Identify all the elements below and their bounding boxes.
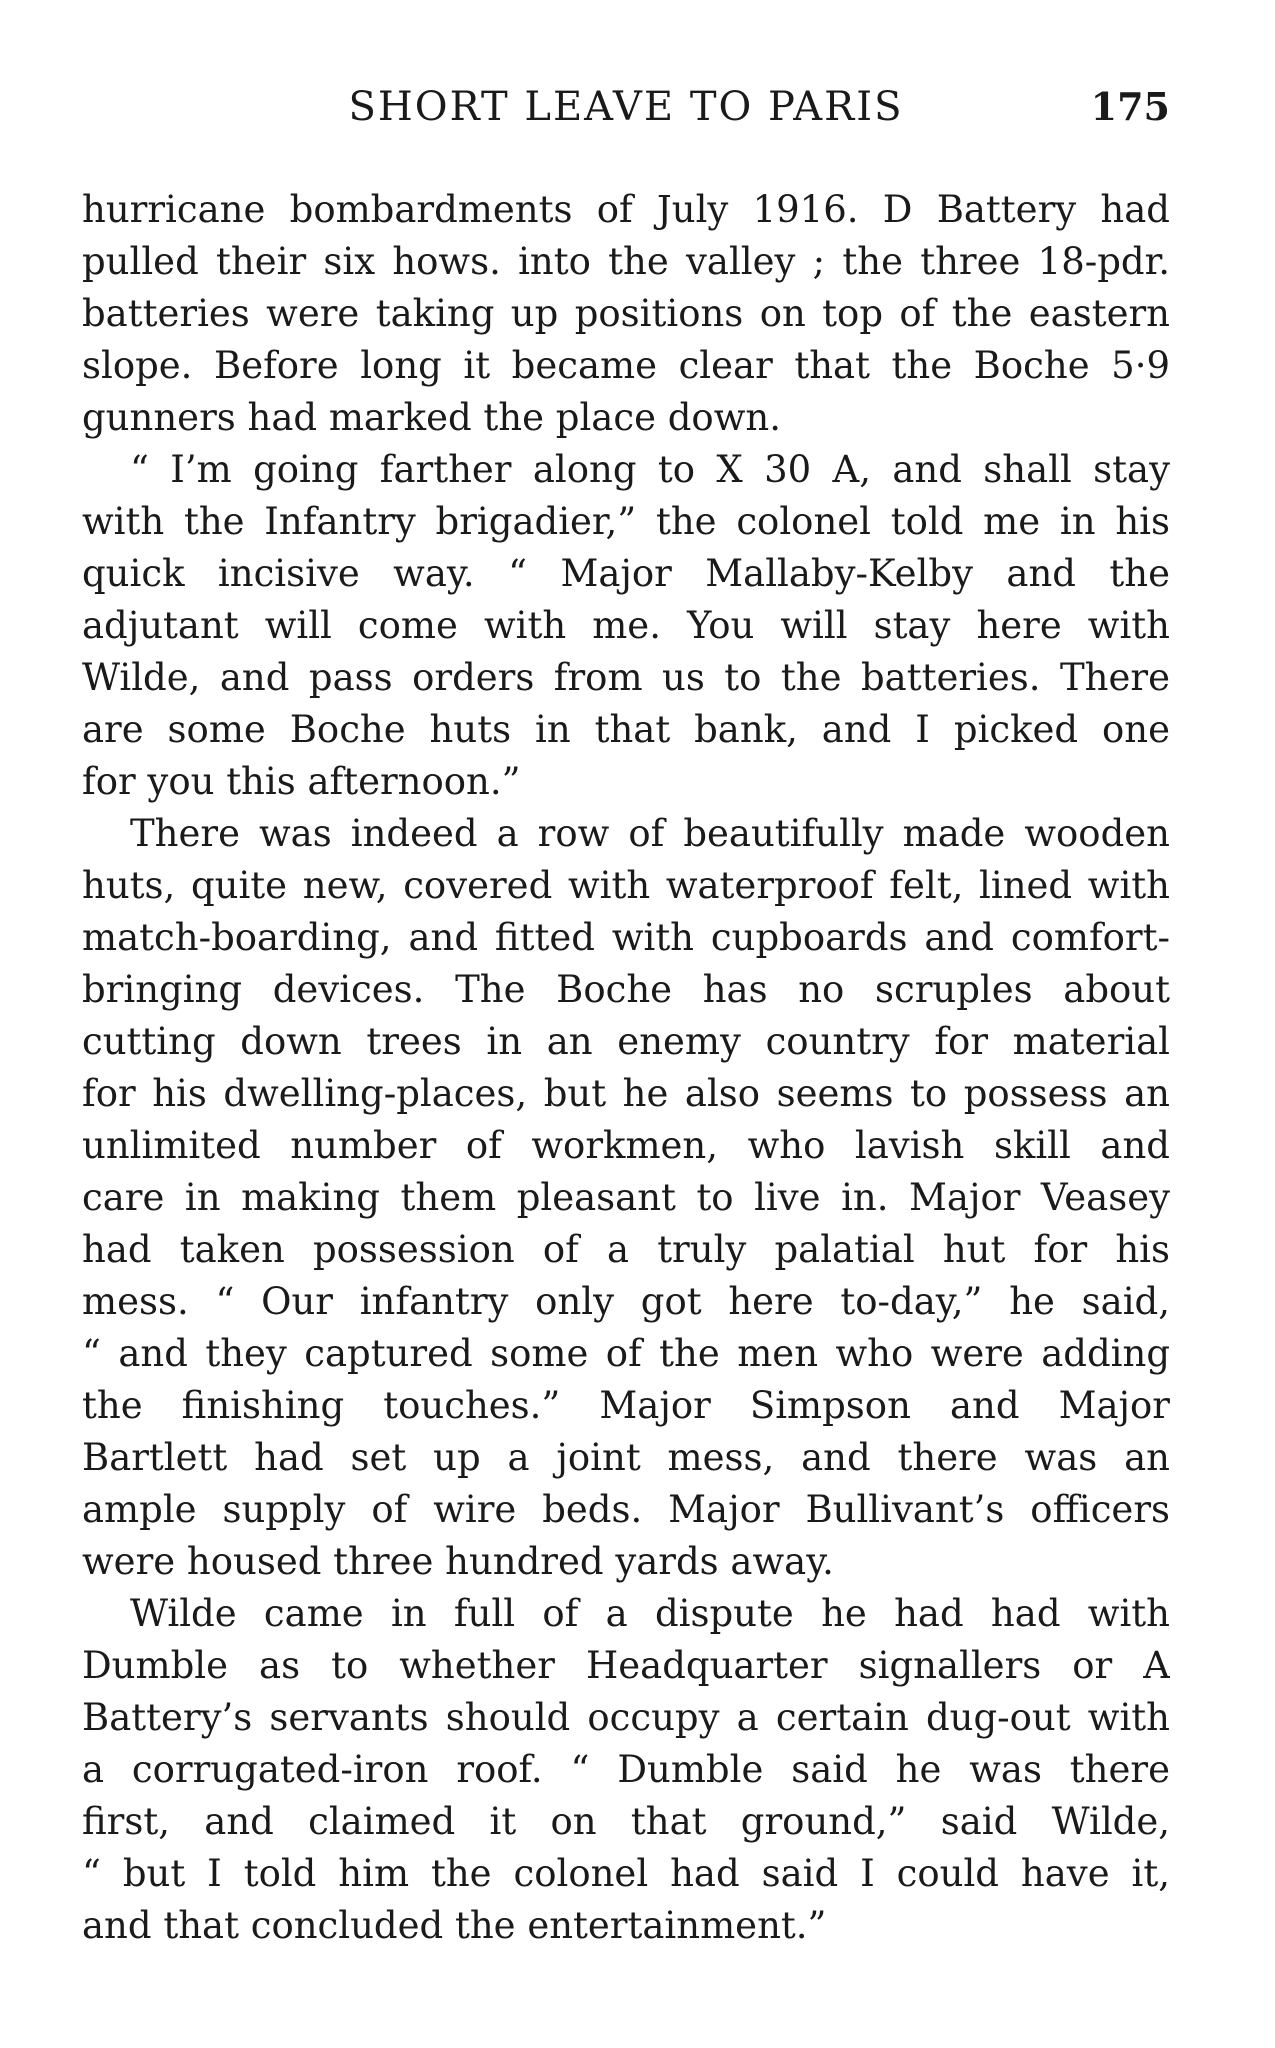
text-line: are some Boche huts in that bank, and I picked one: [82, 708, 1170, 751]
text-line: for you this afternoon.”: [82, 760, 521, 803]
paragraph-4: [82, 1588, 1170, 1952]
body-text: [82, 184, 1170, 1952]
text-line: bringing devices. The Boche has no scruples about: [82, 968, 1170, 1011]
text-line: the finishing touches.” Major Simpson and Major: [82, 1384, 1170, 1427]
text-line: Bartlett had set up a joint mess, and there was an: [82, 1436, 1170, 1479]
text-line: cutting down trees in an enemy country for material: [82, 1020, 1170, 1063]
text-line: adjutant will come with me. You will stay here with: [82, 604, 1170, 647]
text-line: There was indeed a row of beautifully made wooden: [130, 812, 1170, 855]
text-line: were housed three hundred yards away.: [82, 1540, 834, 1583]
text-line: Wilde came in full of a dispute he had had with: [130, 1592, 1170, 1635]
text-line: Dumble as to whether Headquarter signallers or A: [82, 1644, 1170, 1687]
running-head: [82, 82, 1170, 132]
text-line: huts, quite new, covered with waterproof felt, lined with: [82, 864, 1170, 907]
text-line: gunners had marked the place down.: [82, 396, 781, 439]
text-line: with the Infantry brigadier,” the colonel told me in his: [82, 500, 1170, 543]
text-line: Wilde, and pass orders from us to the batteries. There: [82, 656, 1170, 699]
text-line: unlimited number of workmen, who lavish skill and: [82, 1124, 1170, 1167]
text-line: “ and they captured some of the men who were adding: [82, 1332, 1170, 1375]
paragraph-3: [82, 808, 1170, 1588]
text-line: mess. “ Our infantry only got here to-day,” he said,: [82, 1280, 1170, 1323]
text-line: for his dwelling-places, but he also seems to possess an: [82, 1072, 1170, 1115]
page-number: 175: [1090, 84, 1170, 129]
text-line: care in making them pleasant to live in. Major Veasey: [82, 1176, 1170, 1219]
text-line: first, and claimed it on that ground,” said Wilde,: [82, 1800, 1170, 1843]
text-line: slope. Before long it became clear that the Boche 5·9: [82, 344, 1170, 387]
text-line: “ I’m going farther along to X 30 A, and shall stay: [130, 448, 1170, 491]
text-line: ample supply of wire beds. Major Bullivant’s officers: [82, 1488, 1170, 1531]
text-line: match-boarding, and fitted with cupboards and comfort-: [82, 916, 1170, 959]
text-line: and that concluded the entertainment.”: [82, 1904, 827, 1947]
text-line: hurricane bombardments of July 1916. D Battery had: [82, 188, 1170, 231]
text-line: quick incisive way. “ Major Mallaby-Kelby and the: [82, 552, 1170, 595]
text-line: a corrugated-iron roof. “ Dumble said he was there: [82, 1748, 1170, 1791]
running-title: SHORT LEAVE TO PARIS: [348, 84, 904, 130]
text-line: batteries were taking up positions on top of the eastern: [82, 292, 1170, 335]
text-line: had taken possession of a truly palatial hut for his: [82, 1228, 1170, 1271]
text-line: Battery’s servants should occupy a certain dug-out with: [82, 1696, 1170, 1739]
paragraph-2: [82, 444, 1170, 808]
text-line: “ but I told him the colonel had said I could have it,: [82, 1852, 1170, 1895]
paragraph-1: [82, 184, 1170, 444]
text-line: pulled their six hows. into the valley ; the three 18-pdr.: [82, 240, 1170, 283]
